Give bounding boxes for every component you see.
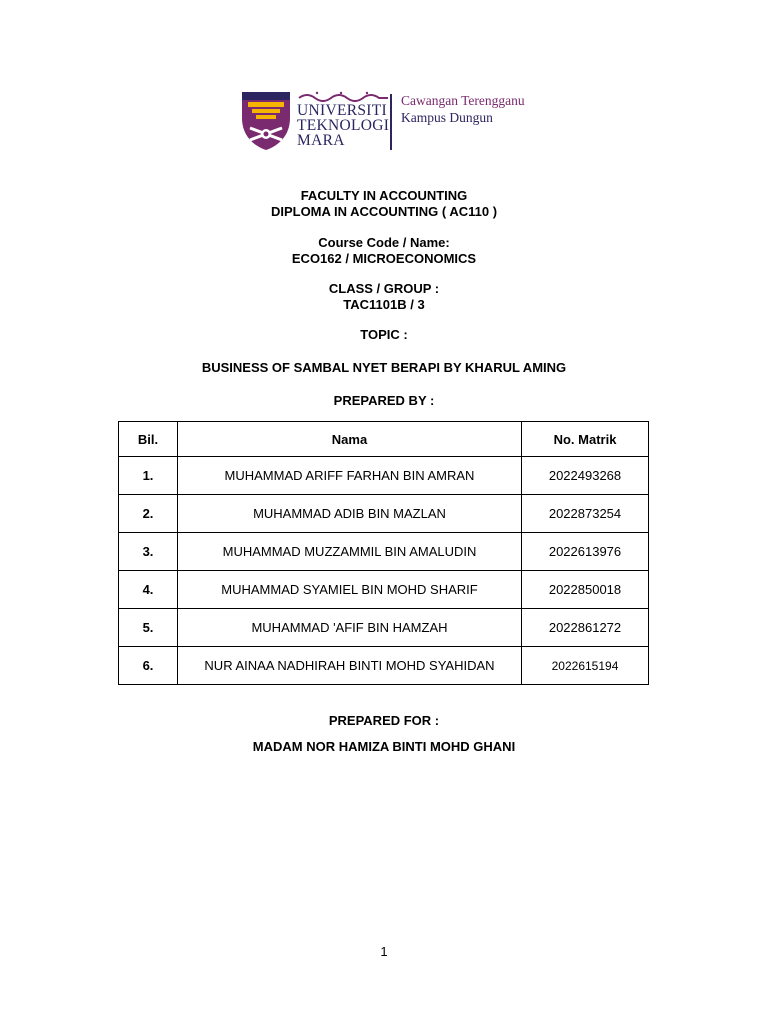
course-label: Course Code / Name: xyxy=(318,235,450,250)
cell-matrik: 2022873254 xyxy=(522,495,649,533)
members-table xyxy=(118,421,649,685)
class-value: TAC1101B / 3 xyxy=(343,297,425,312)
table-row xyxy=(119,495,649,533)
table-row xyxy=(119,457,649,495)
course-value: ECO162 / MICROECONOMICS xyxy=(291,251,477,266)
cell-matrik: 2022493268 xyxy=(522,457,649,495)
logo-divider xyxy=(390,94,392,150)
prepared-for-label: PREPARED FOR : xyxy=(328,713,440,728)
lecturer-name: MADAM NOR HAMIZA BINTI MOHD GHANI xyxy=(252,739,516,754)
cell-nama: MUHAMMAD ADIB BIN MAZLAN xyxy=(178,495,522,533)
page-number: 1 xyxy=(380,944,388,959)
topic-value: BUSINESS OF SAMBAL NYET BERAPI BY KHARUL AMING xyxy=(201,360,567,375)
uitm-logo xyxy=(238,88,538,152)
cell-bil: 6. xyxy=(119,647,178,685)
prepared-by-label: PREPARED BY : xyxy=(333,393,435,408)
cell-bil: 5. xyxy=(119,609,178,647)
university-name xyxy=(297,103,389,148)
cell-bil: 4. xyxy=(119,571,178,609)
header-nama: Nama xyxy=(178,422,522,457)
uitm-crest-icon xyxy=(238,88,294,152)
table-row xyxy=(119,609,649,647)
cell-nama: MUHAMMAD 'AFIF BIN HAMZAH xyxy=(178,609,522,647)
cell-nama: NUR AINAA NADHIRAH BINTI MOHD SYAHIDAN xyxy=(178,647,522,685)
class-label: CLASS / GROUP : xyxy=(328,281,440,296)
cell-nama: MUHAMMAD SYAMIEL BIN MOHD SHARIF xyxy=(178,571,522,609)
cell-matrik: 2022615194 xyxy=(522,647,649,685)
header-matrik: No. Matrik xyxy=(522,422,649,457)
university-line: MARA xyxy=(297,132,345,149)
cell-nama: MUHAMMAD MUZZAMMIL BIN AMALUDIN xyxy=(178,533,522,571)
jawi-script-icon xyxy=(297,90,390,102)
faculty-title: FACULTY IN ACCOUNTING xyxy=(300,188,468,203)
program-title: DIPLOMA IN ACCOUNTING ( AC110 ) xyxy=(270,204,498,219)
cell-matrik: 2022850018 xyxy=(522,571,649,609)
campus-line-1: Cawangan Terengganu xyxy=(401,93,525,108)
cell-nama: MUHAMMAD ARIFF FARHAN BIN AMRAN xyxy=(178,457,522,495)
table-row xyxy=(119,647,649,685)
table-header-row xyxy=(119,422,649,457)
cell-matrik: 2022613976 xyxy=(522,533,649,571)
campus-name xyxy=(401,92,525,126)
cell-bil: 3. xyxy=(119,533,178,571)
header-bil: Bil. xyxy=(119,422,178,457)
table-row xyxy=(119,533,649,571)
cell-bil: 1. xyxy=(119,457,178,495)
university-line: TEKNOLOGI xyxy=(297,117,390,134)
campus-line-2: Kampus Dungun xyxy=(401,110,493,125)
cell-matrik: 2022861272 xyxy=(522,609,649,647)
cell-bil: 2. xyxy=(119,495,178,533)
university-line: UNIVERSITI xyxy=(297,102,387,119)
table-row xyxy=(119,571,649,609)
topic-label: TOPIC : xyxy=(360,327,408,342)
